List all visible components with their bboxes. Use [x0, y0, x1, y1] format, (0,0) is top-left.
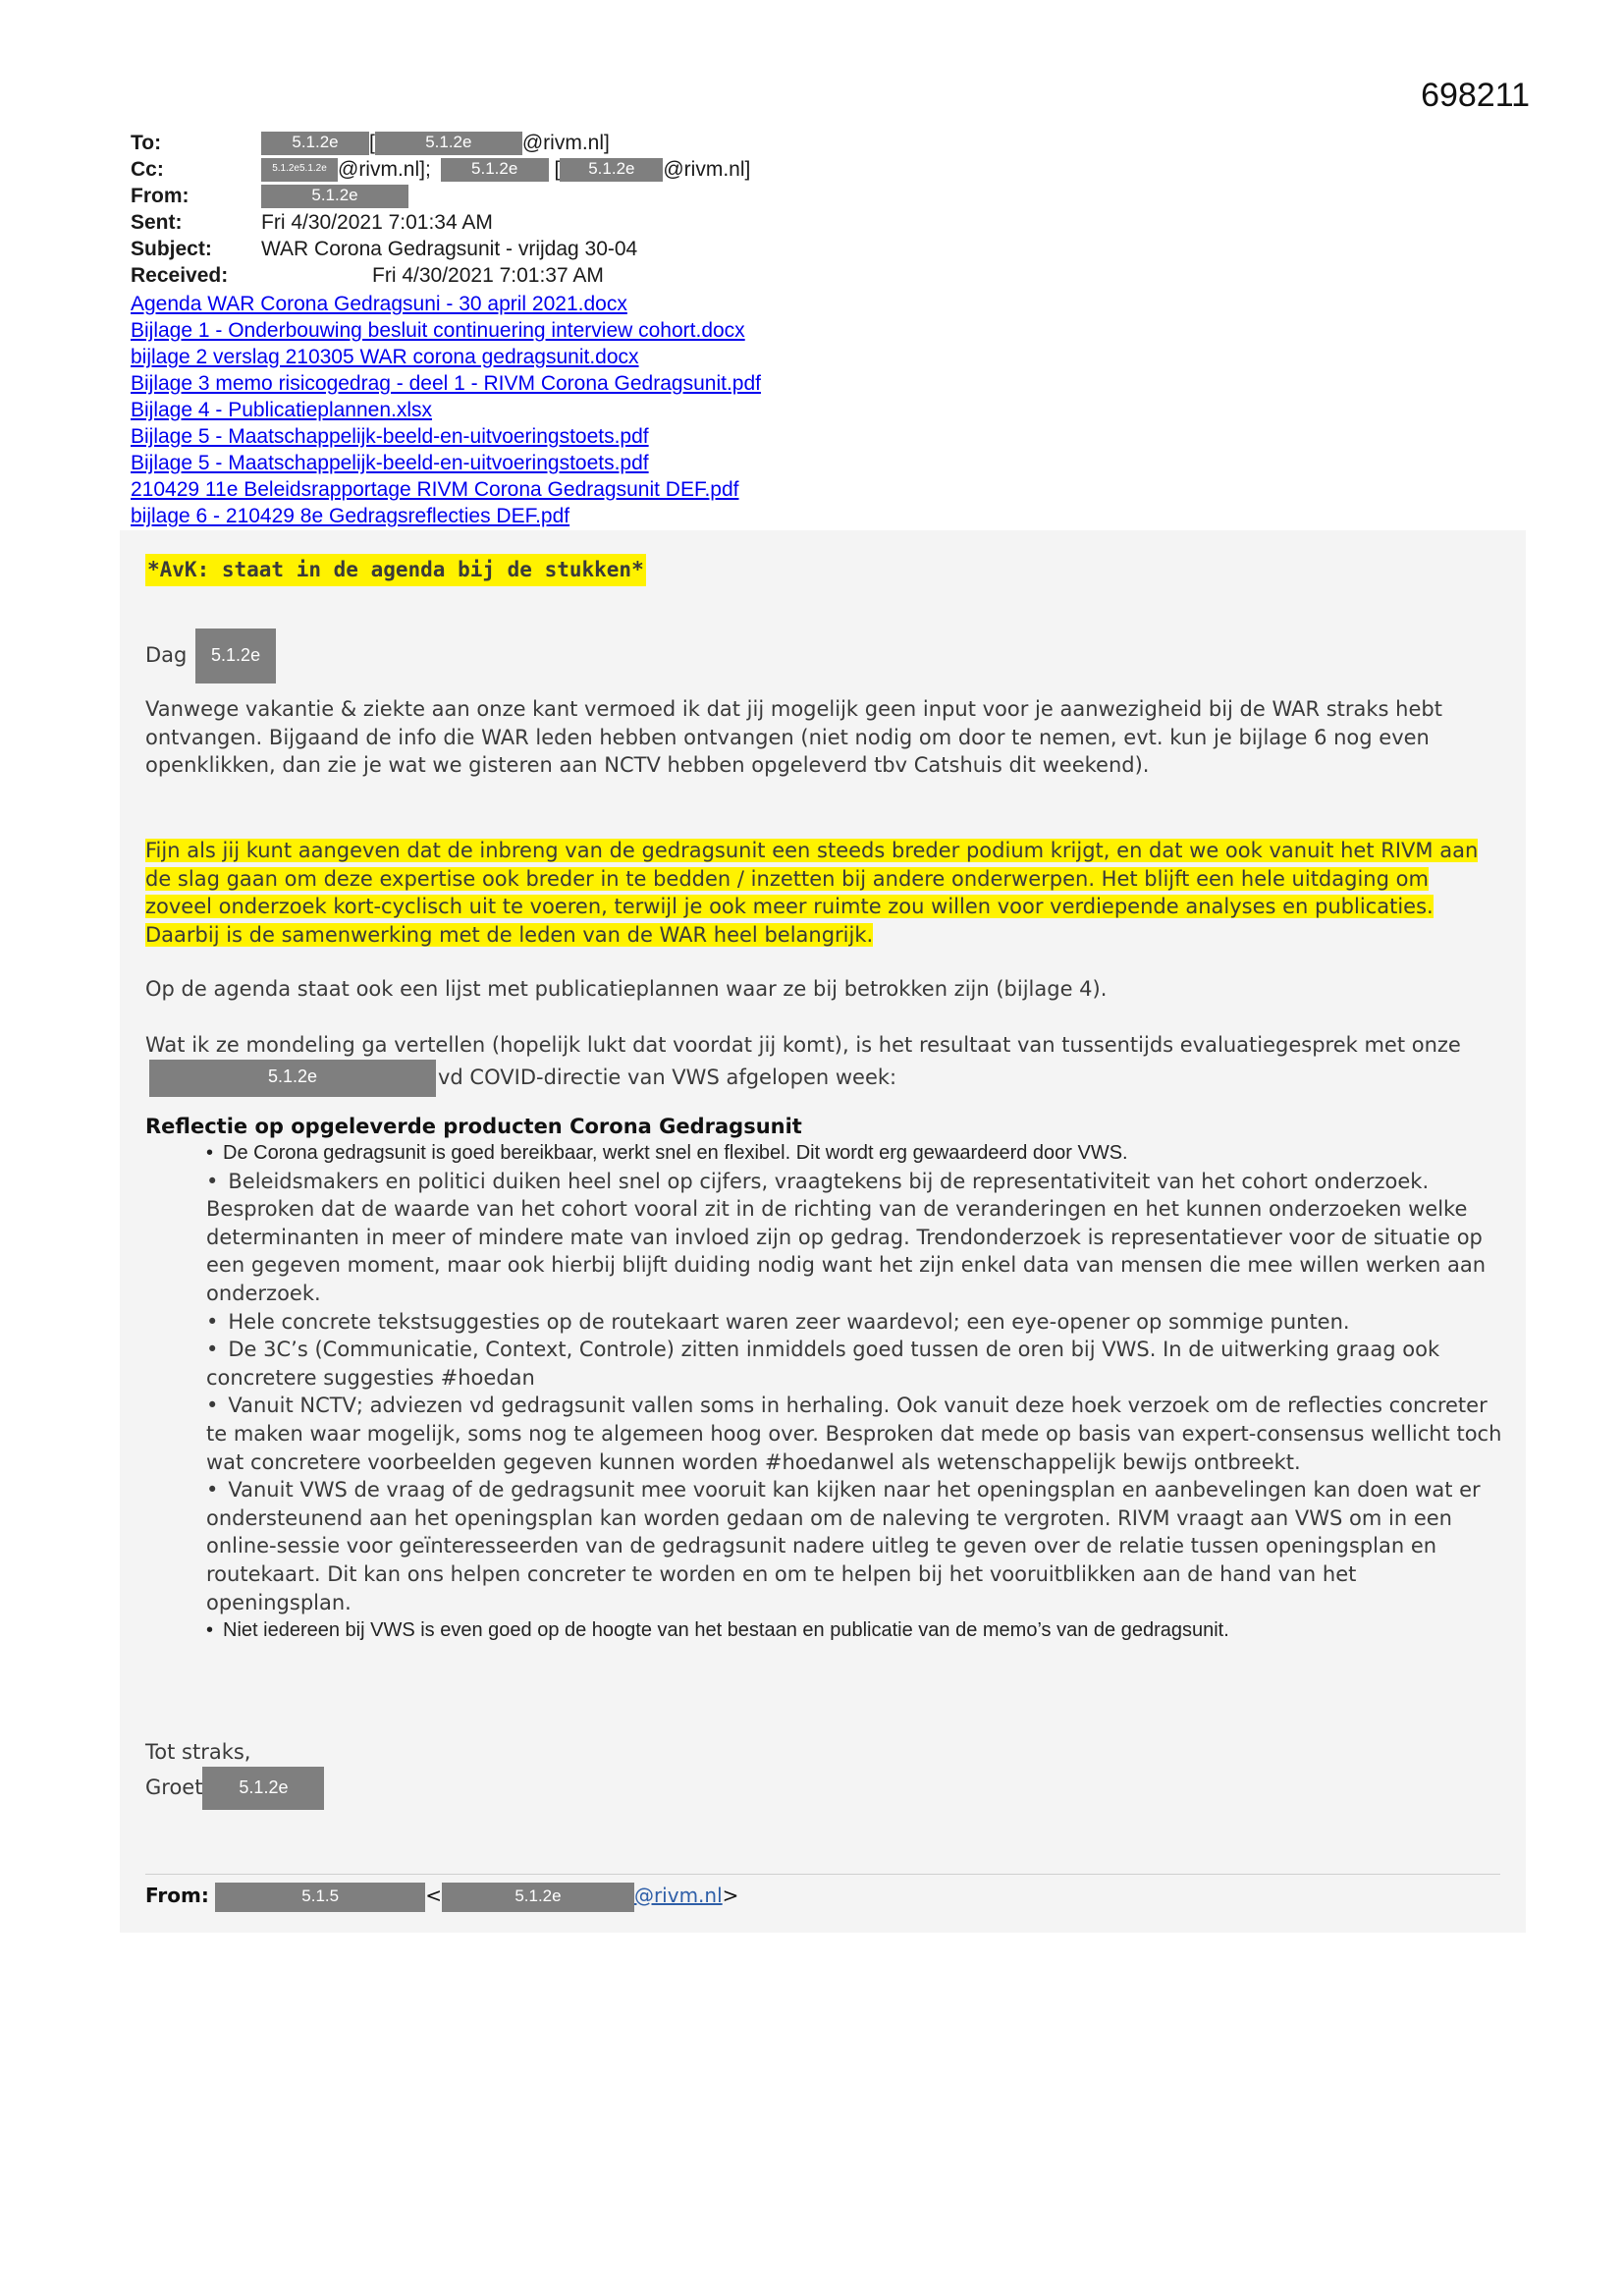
- bullet-item: [206, 1308, 1502, 1337]
- avk-note: *AvK: staat in de agenda bij de stukken*: [145, 554, 646, 586]
- received-label: Received:: [131, 264, 229, 287]
- attachment-link[interactable]: Bijlage 1 - Onderbouwing besluit continuering interview cohort.docx: [131, 319, 745, 342]
- bullet-item: [206, 1616, 1502, 1645]
- to-label: To:: [131, 132, 162, 154]
- forwarded-from: [145, 1882, 738, 1912]
- bracket: [: [554, 158, 561, 181]
- bullet-text: Beleidsmakers en politici duiken heel snel op cijfers, vraagtekens bij de representativiteit van het cohort onderzoek. Besproken dat de waarde van het cohort vooral zit in de richting van de veranderingen en het kunnen onderzoeken welke determinanten in meer of mindere mate van invloed zijn op gedrag. Trendonderzoek is representatiever voor de situatie op een gegeven moment, maar ook hierbij blijft duiding nodig want het zijn enkel data van mensen die mee willen werken aan onderzoek.: [206, 1169, 1487, 1305]
- bullet-item: [206, 1336, 1502, 1392]
- closing-line-2: [145, 1767, 324, 1810]
- bullet-char: •: [206, 1142, 214, 1164]
- redaction-box: 5.1.2e: [195, 629, 276, 683]
- bullet-item: [206, 1168, 1502, 1308]
- bullet-char: •: [206, 1394, 219, 1418]
- angle-close: >: [722, 1884, 739, 1907]
- paragraph-4-a: Wat ik ze mondeling ga vertellen (hopelijk lukt dat voordat jij komt), is het resultaat van tussentijds evaluatiegesprek met onze: [145, 1033, 1461, 1057]
- email-link[interactable]: @rivm.nl: [633, 1884, 723, 1907]
- from-label: From:: [131, 185, 189, 207]
- bullet-item: [206, 1476, 1502, 1616]
- bullet-text: Hele concrete tekstsuggesties op de routekaart waren zeer waardevol; een eye-opener op sommige punten.: [228, 1309, 1350, 1334]
- paragraph-1: Vanwege vakantie & ziekte aan onze kant vermoed ik dat jij mogelijk geen input voor je aanwezigheid bij de WAR straks hebt ontvangen. Bijgaand de info die WAR leden hebben ontvangen (niet nodig om door te nemen, evt. kun je bijlage 6 nog even openklikken, dan zie je wat we gisteren aan NCTV hebben opgeleverd tbv Catshuis dit weekend).: [145, 697, 1442, 778]
- attachment-link[interactable]: Agenda WAR Corona Gedragsuni - 30 april 2021.docx: [131, 293, 627, 315]
- from-value: [241, 183, 408, 209]
- bullet-text: Vanuit VWS de vraag of de gedragsunit mee vooruit kan kijken naar het openingsplan en aanbevelingen kan doen wat er ondersteunend aan het openingsplan kan worden gedaan om de naleving te vergroten. RIVM vraagt aan VWS om in een online-sessie voor geïnteresseerden van de gedragsunit nadere uitleg te geven over de relatie tussen openingsplan en routekaart. Dit kan ons helpen concreter te worden en om te helpen bij het vooruitblikken aan de hand van het openingsplan.: [206, 1478, 1481, 1614]
- redaction-box: 5.1.2e: [375, 132, 522, 155]
- document-id: 698211: [1421, 77, 1530, 114]
- bullet-char: •: [206, 1309, 219, 1334]
- attachment-link[interactable]: Bijlage 3 memo risicogedrag - deel 1 - RIVM Corona Gedragsunit.pdf: [131, 372, 761, 395]
- bullet-char: •: [206, 1338, 219, 1362]
- redaction-box: 5.1.2e: [560, 158, 663, 182]
- bullet-text: De Corona gedragsunit is goed bereikbaar, werkt snel en flexibel. Dit wordt erg gewaardeerd door VWS.: [223, 1142, 1128, 1164]
- bullet-text: De 3C’s (Communicatie, Context, Controle) zitten inmiddels goed tussen de oren bij VWS. In de uitwerking graag ook concretere suggesties #hoedan: [206, 1338, 1440, 1390]
- reflection-title: Reflectie op opgeleverde producten Corona Gedragsunit: [145, 1115, 802, 1138]
- from-label: From:: [145, 1884, 209, 1907]
- received-value: Fri 4/30/2021 7:01:37 AM: [372, 264, 604, 287]
- attachment-link[interactable]: Bijlage 5 - Maatschappelijk-beeld-en-uitvoeringstoets.pdf: [131, 452, 649, 474]
- redaction-box: 5.1.2e: [202, 1767, 324, 1810]
- greeting-text: Dag: [145, 643, 188, 667]
- subject-value: WAR Corona Gedragsunit - vrijdag 30-04: [261, 238, 638, 260]
- bullet-text: Vanuit NCTV; adviezen vd gedragsunit vallen soms in herhaling. Ook vanuit deze hoek verzoek om de reflecties concreter te maken waar mogelijk, soms nog te algemeen hoog over. Besproken dat mede op basis van expert-consensus wellicht toch wat concretere voorbeelden gegeven kunnen worden #hoedanwel als wetenschappelijk bewijs ontbreekt.: [206, 1394, 1502, 1474]
- bullet-char: •: [206, 1478, 219, 1503]
- attachment-link[interactable]: Bijlage 4 - Publicatieplannen.xlsx: [131, 399, 433, 421]
- attachment-link[interactable]: Bijlage 5 - Maatschappelijk-beeld-en-uitvoeringstoets.pdf: [131, 425, 649, 448]
- attachment-link[interactable]: bijlage 2 verslag 210305 WAR corona gedragsunit.docx: [131, 346, 639, 368]
- redaction-box: 5.1.2e5.1.2e: [261, 158, 338, 182]
- redaction-box: 5.1.2e: [261, 132, 369, 155]
- subject-label: Subject:: [131, 238, 212, 260]
- sent-label: Sent:: [131, 211, 183, 234]
- highlighted-paragraph: Fijn als jij kunt aangeven dat de inbreng van de gedragsunit een steeds breder podium krijgt, en dat we ook vanuit het RIVM aan de slag gaan om deze expertise ook breder in te bedden / inzetten bij andere onderwerpen. Het blijft een hele uitdaging om zoveel onderzoek kort-cyclisch uit te voeren, terwijl je ook meer ruimte zou willen voor verdiepende analyses en publicaties. Daarbij is de samenwerking met de leden van de WAR heel belangrijk.: [145, 839, 1479, 947]
- redaction-box: 5.1.2e: [261, 185, 408, 208]
- redaction-box: 5.1.5: [215, 1883, 425, 1912]
- to-email-suffix: @rivm.nl]: [521, 132, 610, 154]
- angle-open: <: [425, 1884, 442, 1907]
- sent-value: Fri 4/30/2021 7:01:34 AM: [261, 211, 493, 234]
- attachment-link[interactable]: bijlage 6 - 210429 8e Gedragsreflecties DEF.pdf: [131, 505, 570, 527]
- redaction-box: 5.1.2e: [149, 1060, 436, 1097]
- redaction-box: 5.1.2e: [441, 158, 549, 182]
- paragraph-3: Op de agenda staat ook een lijst met publicatieplannen waar ze bij betrokken zijn (bijlage 4).: [145, 977, 1108, 1001]
- cc-email-mid: @rivm.nl];: [338, 158, 431, 181]
- attachment-link[interactable]: 210429 11e Beleidsrapportage RIVM Corona Gedragsunit DEF.pdf: [131, 478, 739, 501]
- bracket: [: [369, 132, 375, 154]
- email-body-panel: [120, 530, 1526, 1933]
- paragraph-2: [145, 837, 1500, 949]
- closing-line-1: Tot straks,: [145, 1740, 251, 1764]
- paragraph-4: [145, 1031, 1500, 1097]
- greeting: [145, 629, 276, 683]
- bullet-char: •: [206, 1169, 219, 1193]
- paragraph-4-b: vd COVID-directie van VWS afgelopen week:: [438, 1065, 897, 1089]
- bullet-item: [206, 1139, 1502, 1168]
- bullet-text: Niet iedereen bij VWS is even goed op de hoogte van het bestaan en publicatie van de memo’s van de gedragsunit.: [223, 1619, 1229, 1642]
- divider: [145, 1874, 1500, 1875]
- closing: [145, 1738, 324, 1810]
- bullet-char: •: [206, 1619, 214, 1642]
- cc-label: Cc:: [131, 158, 164, 181]
- to-value: [241, 130, 610, 156]
- reflection-bullets: [206, 1139, 1502, 1645]
- bullet-item: [206, 1392, 1502, 1476]
- cc-email-suffix: @rivm.nl]: [663, 158, 751, 181]
- closing-greeting: Groet: [145, 1775, 203, 1799]
- cc-value: [241, 156, 750, 183]
- attachment-list: [131, 291, 761, 529]
- redaction-box: 5.1.2e: [442, 1883, 634, 1912]
